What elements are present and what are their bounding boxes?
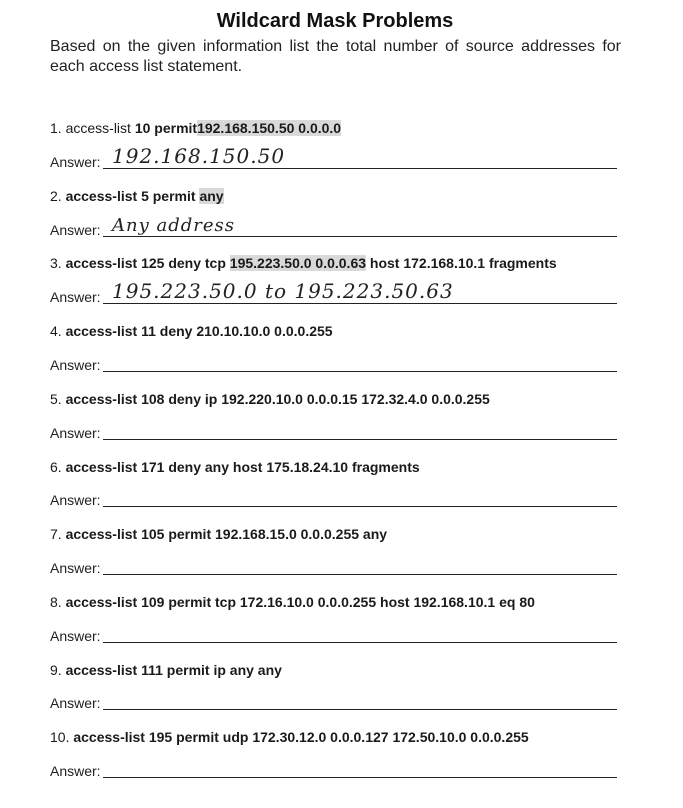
problem-1 bbox=[50, 119, 650, 137]
handwritten-answer: 192.168.150.50 bbox=[112, 144, 286, 168]
highlighted-address: 195.223.50.0 0.0.0.63 bbox=[229, 255, 367, 271]
answer-label: Answer: bbox=[50, 425, 101, 441]
problem-command: access-list 5 permit bbox=[65, 188, 196, 204]
problem-command: access-list 11 deny 210.10.10.0 0.0.0.255 bbox=[65, 323, 333, 339]
answer-line[interactable] bbox=[103, 168, 617, 169]
answer-line[interactable] bbox=[103, 642, 617, 643]
highlighted-address: any bbox=[199, 188, 224, 204]
problem-2 bbox=[50, 187, 650, 205]
highlighted-address: 192.168.150.50 0.0.0.0 bbox=[197, 120, 342, 136]
problem-7 bbox=[50, 525, 650, 543]
answer-10 bbox=[50, 757, 617, 779]
answer-line[interactable] bbox=[103, 371, 617, 372]
answer-line[interactable] bbox=[103, 709, 617, 710]
problem-command-rest: host 172.168.10.1 fragments bbox=[369, 255, 557, 271]
answer-6 bbox=[50, 486, 617, 508]
answer-label: Answer: bbox=[50, 357, 101, 373]
instructions: Based on the given information list the total number of source addresses for each access list statement. bbox=[50, 38, 621, 75]
problem-10 bbox=[50, 728, 650, 746]
problem-number: 5. bbox=[50, 391, 62, 407]
answer-label: Answer: bbox=[50, 695, 101, 711]
answer-line[interactable] bbox=[103, 303, 617, 304]
problem-number: 10. bbox=[50, 729, 70, 745]
answer-label: Answer: bbox=[50, 222, 101, 238]
answer-9 bbox=[50, 689, 617, 711]
problem-number: 6. bbox=[50, 459, 62, 475]
answer-5 bbox=[50, 419, 617, 441]
problem-command: access-list 125 deny tcp bbox=[65, 255, 226, 271]
problem-number: 4. bbox=[50, 323, 62, 339]
problem-prefix: access-list bbox=[65, 120, 131, 136]
answer-label: Answer: bbox=[50, 763, 101, 779]
answer-label: Answer: bbox=[50, 289, 101, 305]
problem-command: access-list 195 permit udp 172.30.12.0 0.0.0.127 172.50.10.0 0.0.0.255 bbox=[73, 729, 529, 745]
problem-4 bbox=[50, 322, 650, 340]
answer-label: Answer: bbox=[50, 628, 101, 644]
problem-6 bbox=[50, 458, 650, 476]
problem-command: access-list 111 permit ip any any bbox=[65, 662, 282, 678]
problem-command: access-list 105 permit 192.168.15.0 0.0.0.255 any bbox=[65, 526, 388, 542]
answer-line[interactable] bbox=[103, 777, 617, 778]
answer-3 bbox=[50, 279, 617, 305]
answer-line[interactable] bbox=[103, 506, 617, 507]
answer-line[interactable] bbox=[103, 439, 617, 440]
problem-number: 3. bbox=[50, 255, 62, 271]
answer-1 bbox=[50, 144, 617, 170]
problem-number: 1. bbox=[50, 120, 62, 136]
handwritten-answer: 195.223.50.0 to 195.223.50.63 bbox=[112, 279, 454, 303]
problem-3 bbox=[50, 254, 650, 272]
answer-2 bbox=[50, 216, 617, 238]
problem-8 bbox=[50, 593, 650, 611]
problem-number: 8. bbox=[50, 594, 62, 610]
handwritten-answer: Any address bbox=[112, 215, 235, 236]
problem-command: access-list 171 deny any host 175.18.24.10 fragments bbox=[65, 459, 420, 475]
problem-command: 10 permit bbox=[134, 120, 198, 136]
problem-number: 9. bbox=[50, 662, 62, 678]
answer-label: Answer: bbox=[50, 154, 101, 170]
problem-5 bbox=[50, 390, 650, 408]
problem-command: access-list 108 deny ip 192.220.10.0 0.0.0.15 172.32.4.0 0.0.0.255 bbox=[65, 391, 490, 407]
problem-command: access-list 109 permit tcp 172.16.10.0 0.0.0.255 host 192.168.10.1 eq 80 bbox=[65, 594, 535, 610]
answer-line[interactable] bbox=[103, 236, 617, 237]
answer-label: Answer: bbox=[50, 560, 101, 576]
answer-8 bbox=[50, 622, 617, 644]
answer-4 bbox=[50, 351, 617, 373]
answer-label: Answer: bbox=[50, 492, 101, 508]
problem-number: 2. bbox=[50, 188, 62, 204]
answer-line[interactable] bbox=[103, 574, 617, 575]
page-title: Wildcard Mask Problems bbox=[216, 10, 454, 32]
answer-7 bbox=[50, 554, 617, 576]
problem-number: 7. bbox=[50, 526, 62, 542]
problem-9 bbox=[50, 661, 650, 679]
